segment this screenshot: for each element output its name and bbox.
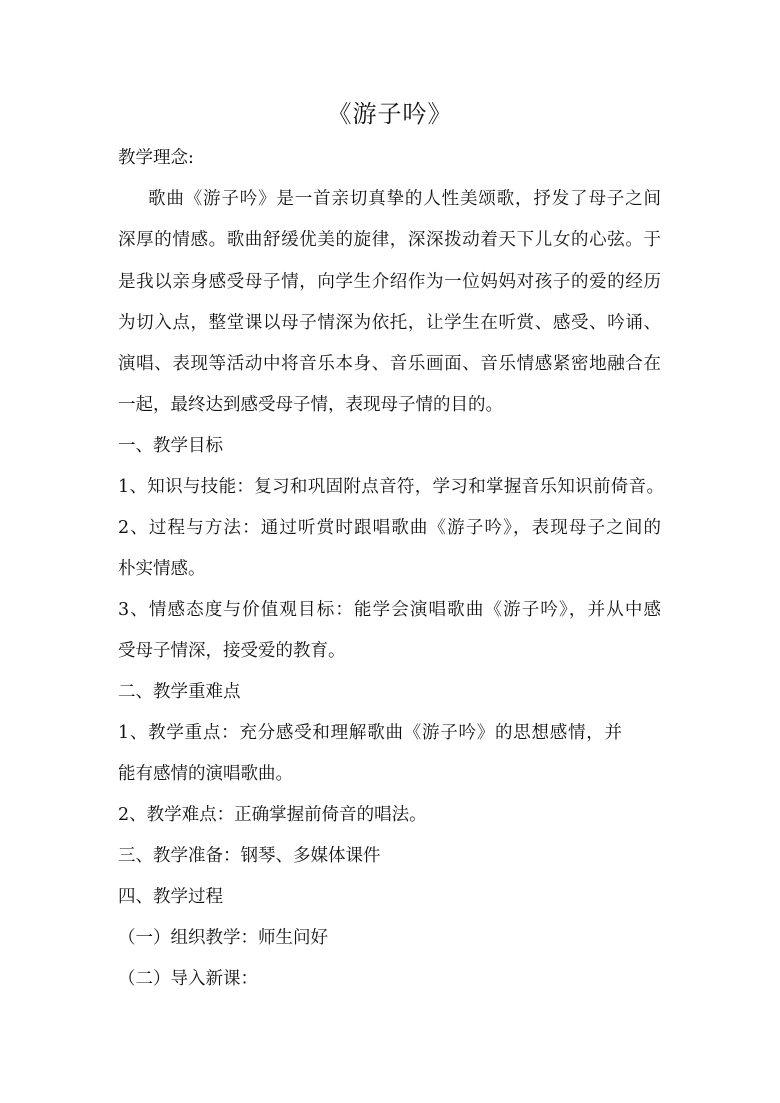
philosophy-label: 教学理念: bbox=[118, 148, 194, 168]
philosophy-line-1: 歌曲《游子吟》是一首亲切真挚的人性美颂歌，抒发了母子之间 bbox=[148, 189, 661, 209]
philosophy-line-2: 深厚的情感。歌曲舒缓优美的旋律，深深拨动着天下儿女的心弦。于 bbox=[118, 230, 661, 250]
philosophy-line-3: 是我以亲身感受母子情，向学生介绍作为一位妈妈对孩子的爱的经历 bbox=[118, 272, 661, 292]
section-heading-process: 四、教学过程 bbox=[118, 887, 223, 907]
document-title: 《游子吟》 bbox=[327, 100, 453, 128]
section-heading-preparation: 三、教学准备：钢琴、多媒体课件 bbox=[118, 846, 381, 866]
philosophy-line-4: 为切入点，整堂课以母子情深为依托，让学生在听赏、感受、吟诵、 bbox=[118, 313, 661, 333]
goal-item-2-line-2: 朴实情感。 bbox=[118, 559, 206, 579]
process-step-1: （一）组织教学：师生问好 bbox=[118, 928, 328, 948]
key-point-2: 2、教学难点：正确掌握前倚音的唱法。 bbox=[118, 805, 427, 825]
goal-item-2-line-1: 2、过程与方法：通过听赏时跟唱歌曲《游子吟》，表现母子之间的 bbox=[118, 518, 661, 538]
section-heading-key-points: 二、教学重难点 bbox=[118, 682, 241, 702]
goal-item-3-line-2: 受母子情深，接受爱的教育。 bbox=[118, 641, 346, 661]
philosophy-line-5: 演唱、表现等活动中将音乐本身、音乐画面、音乐情感紧密地融合在 bbox=[118, 354, 661, 374]
key-point-1-line-1: 1、教学重点：充分感受和理解歌曲《游子吟》的思想感情，并 bbox=[118, 723, 622, 743]
key-point-1-line-2: 能有感情的演唱歌曲。 bbox=[118, 764, 293, 784]
philosophy-line-6: 一起，最终达到感受母子情，表现母子情的目的。 bbox=[118, 395, 503, 415]
goal-item-3-line-1: 3、情感态度与价值观目标：能学会演唱歌曲《游子吟》，并从中感 bbox=[118, 600, 661, 620]
section-heading-goals: 一、教学目标 bbox=[118, 436, 223, 456]
goal-item-1: 1、知识与技能：复习和巩固附点音符，学习和掌握音乐知识前倚音。 bbox=[118, 477, 664, 497]
process-step-2: （二）导入新课： bbox=[118, 969, 258, 989]
